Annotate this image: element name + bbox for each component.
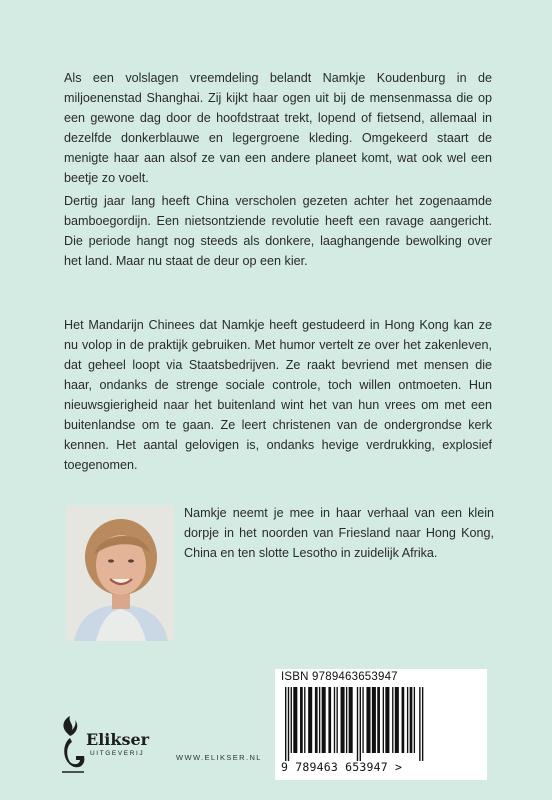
barcode-bars	[279, 687, 475, 761]
publisher-sub: UITGEVERIJ	[90, 750, 145, 757]
isbn-label: ISBN 9789463653947	[281, 671, 398, 683]
publisher-name: Elikser	[86, 730, 150, 749]
publisher-url: WWW.ELIKSER.NL	[176, 753, 262, 762]
blurb-paragraph-1: Als een volslagen vreemdeling belandt Namkje Koudenburg in de miljoenenstad Shanghai. Zij kijkt haar ogen uit bij de mensenmassa die op een gewone dag door de hoofdstraat trekt, lopend of fietsend, allemaal in dezelfde donkerblauwe en legergroene kleding. Omgekeerd staart de menigte haar aan alsof ze van een andere planeet komt, wat ook wel een beetje zo voelt.	[64, 71, 492, 185]
blurb-paragraph-4: Namkje neemt je mee in haar verhaal van een klein dorpje in het noorden van Friesland naar Hong Kong, China en ten slotte Lesotho in zuidelijk Afrika.	[184, 506, 494, 560]
blurb-paragraph-3: Het Mandarijn Chinees dat Namkje heeft gestudeerd in Hong Kong kan ze nu volop in de praktijk gebruiken. Met humor vertelt ze over het zakenleven, dat geheel loopt via Staatsbedrijven. Ze raakt bevriend met mensen die haar, ondanks de strenge sociale controle, toch willen ontmoeten. Hun nieuwsgierigheid naar het buitenland wint het van hun vrees om met een buitenlandse om te gaan. Ze leert christenen van de ondergrondse kerk kennen. Het aantal gelovigen is, ondanks hevige verdrukking, explosief toegenomen.	[64, 318, 492, 472]
isbn-barcode	[275, 669, 487, 780]
blurb-paragraph-2: Dertig jaar lang heeft China verscholen gezeten achter het zogenaamde bamboegordijn. Een nietsontziende revolutie heeft een ravage aangericht. Die periode hangt nog steeds als donkere, laaghangende bewolking over het land. Maar nu staat de deur op een kier.	[64, 194, 492, 268]
barcode-digits: 9 789463 653947 >	[281, 760, 403, 774]
author-photo	[66, 505, 174, 641]
